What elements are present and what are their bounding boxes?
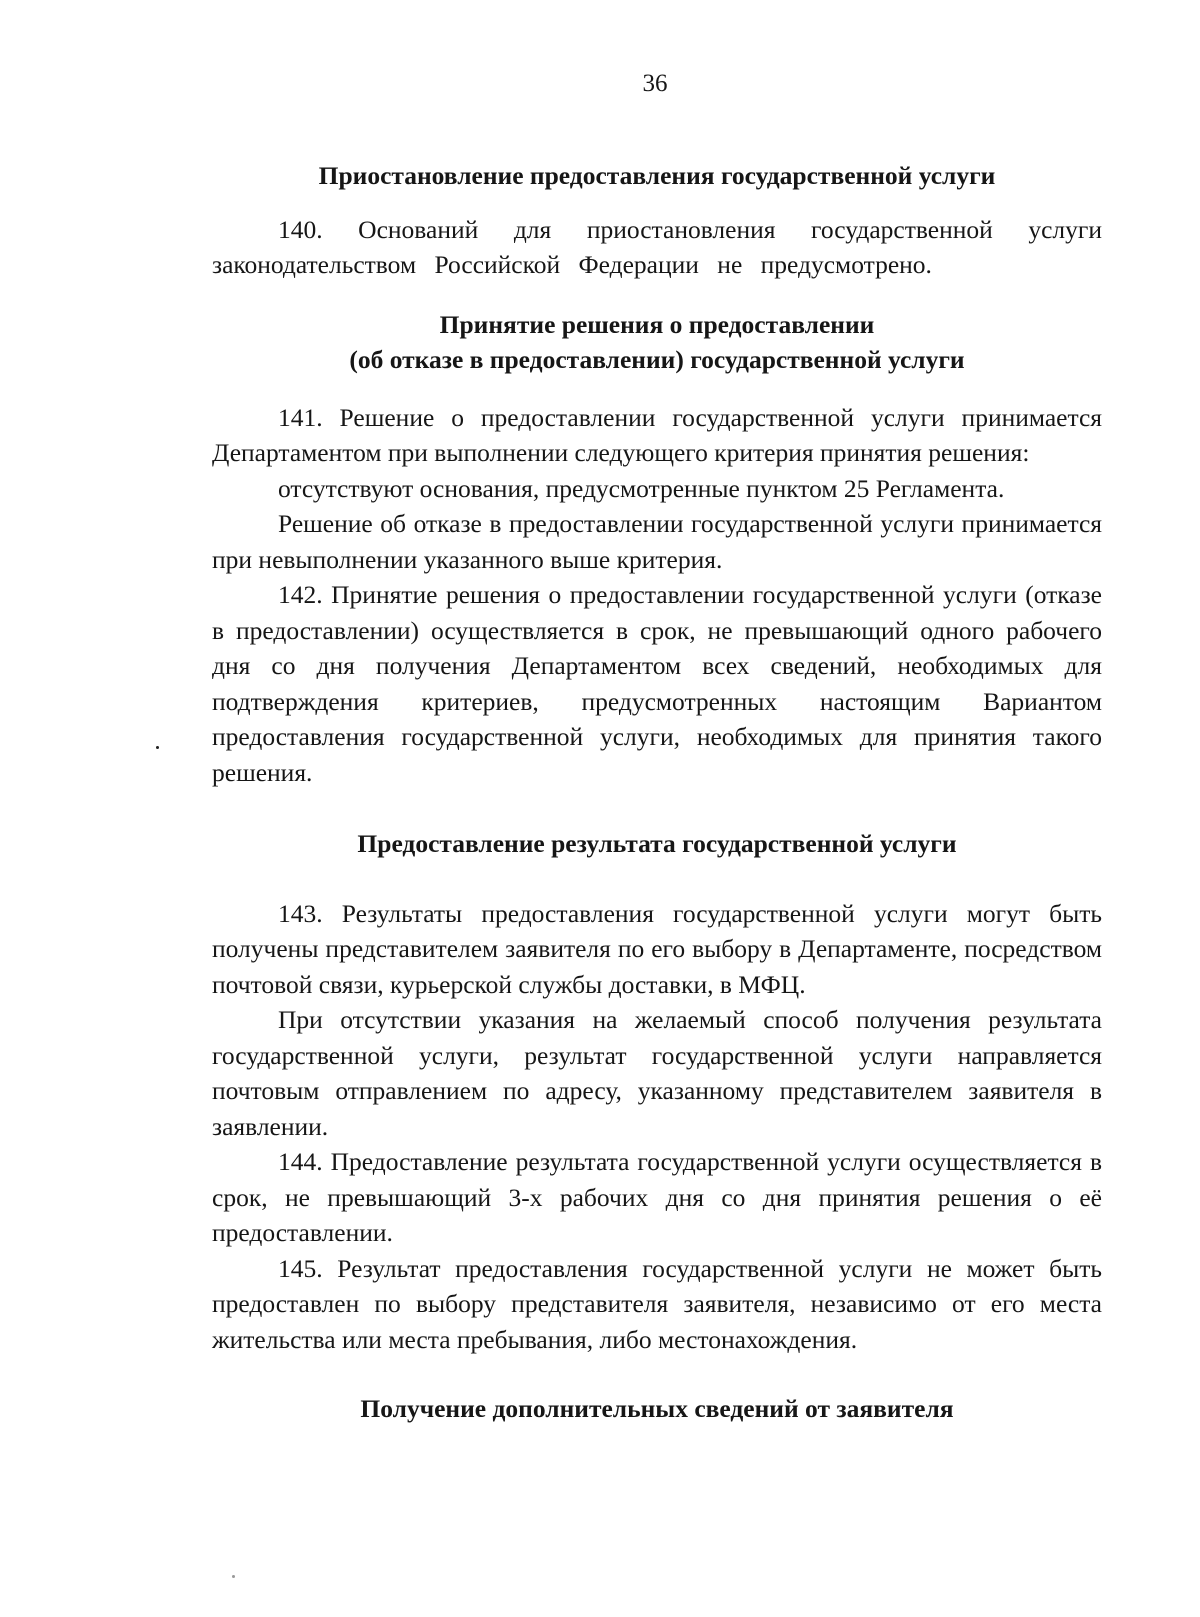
paragraph-143-default-method: При отсутствии указания на желаемый способ получения результата государственной услуги, результат государственной услуги направляется почтовым отправлением по адресу, указанному представителем заявителя в заявлении. bbox=[212, 1005, 1102, 1141]
paragraph-141-criterion: отсутствуют основания, предусмотренные пунктом 25 Регламента. bbox=[278, 473, 1005, 503]
document-body bbox=[212, 158, 1102, 1427]
section-heading-decision bbox=[212, 307, 1102, 378]
paragraph-143: 143. Результаты предоставления государственной услуги могут быть получены представителем заявителя по его выбору в Департаменте, посредством почтовой связи, курьерской службы доставки, в МФЦ. bbox=[212, 898, 1102, 999]
paragraph-141-refusal: Решение об отказе в предоставлении государственной услуги принимается при невыполнении указанного выше критерия. bbox=[212, 509, 1102, 574]
paragraph-140: 140. Оснований для приостановления государственной услуги законодательством Российской Федерации не предусмотрено. bbox=[212, 214, 1102, 279]
paragraph-145: 145. Результат предоставления государственной услуги не может быть предоставлен по выбору представителя заявителя, независимо от его места жительства или места пребывания, либо местонахождения. bbox=[212, 1253, 1102, 1354]
section-heading-additional-info: Получение дополнительных сведений от заявителя bbox=[360, 1394, 954, 1423]
page-number: 36 bbox=[642, 70, 668, 97]
scan-speck bbox=[232, 1575, 235, 1578]
paragraph-144: 144. Предоставление результата государственной услуги осуществляется в срок, не превышающий 3-х рабочих дня со дня принятия решения о её предоставлении. bbox=[212, 1147, 1102, 1247]
section-heading-decision-line1: Принятие решения о предоставлении bbox=[439, 309, 875, 339]
section-heading-suspension: Приостановление предоставления государственной услуги bbox=[318, 161, 996, 190]
section-heading-result: Предоставление результата государственной услуги bbox=[357, 829, 957, 858]
paragraph-141: 141. Решение о предоставлении государственной услуги принимается Департаментом при выполнении следующего критерия принятия решения: bbox=[212, 402, 1102, 467]
section-heading-decision-line2: (об отказе в предоставлении) государственной услуги bbox=[349, 345, 965, 374]
scan-speck bbox=[156, 746, 159, 749]
paragraph-142: 142. Принятие решения о предоставлении государственной услуги (отказе в предоставлении) осуществляется в срок, не превышающий одного рабочего дня со дня получения Департаментом всех сведений, необходимых для подтверждения критериев, предусмотренных настоящим Вариантом предоставления государственной услуги, необходимых для принятия такого решения. bbox=[212, 580, 1102, 787]
